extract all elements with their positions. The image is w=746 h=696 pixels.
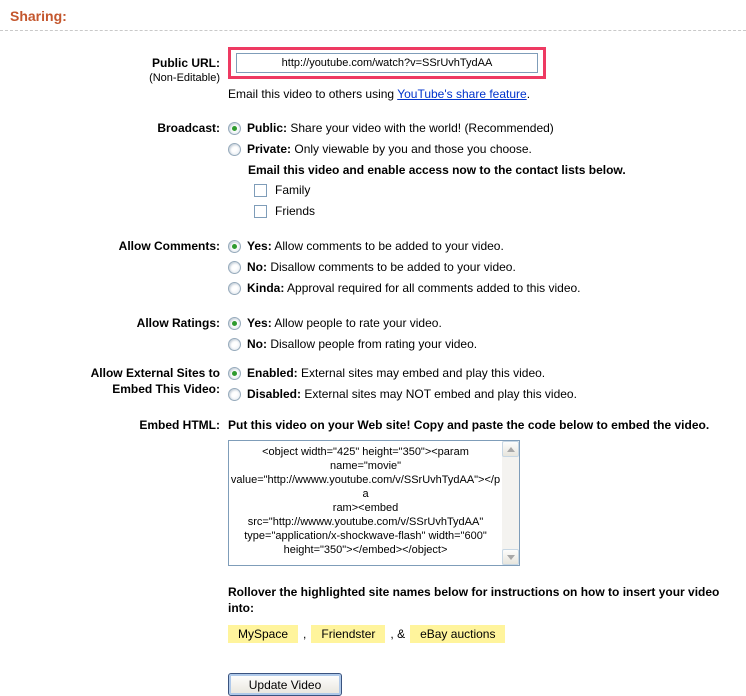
option-prefix: Kinda: (247, 281, 285, 295)
radio-ratings-yes[interactable] (228, 315, 746, 331)
radio-broadcast-public[interactable] (228, 120, 746, 136)
chip-ebay-auctions[interactable]: eBay auctions (410, 625, 505, 643)
chip-friendster[interactable]: Friendster (311, 625, 385, 643)
option-prefix: No: (247, 337, 267, 351)
broadcast-section (0, 120, 746, 225)
embed-code-text: <object width="425" height="350"><param name="movie" value="http://wwww.youtube.com/v/SSrUvhTydAA"></pa ram><embed src="http://wwww.youtube.com/v/SSrUvhTydAA" type="application/x-shockwave-flash" width="600" height="350"></embed></object> (230, 446, 501, 556)
radio-icon (228, 367, 241, 380)
checkbox-family[interactable] (254, 183, 746, 197)
chevron-up-icon (507, 447, 515, 452)
checkbox-label: Family (275, 183, 311, 197)
broadcast-label: Broadcast: (157, 121, 220, 135)
share-feature-link[interactable]: YouTube's share feature (397, 87, 527, 101)
chip-myspace[interactable]: MySpace (228, 625, 298, 643)
option-prefix: Public: (247, 121, 288, 135)
radio-comments-kinda[interactable] (228, 280, 746, 296)
page-title: Sharing: (10, 8, 67, 24)
radio-icon (228, 261, 241, 274)
radio-icon (228, 143, 241, 156)
allow-ratings-section (0, 315, 746, 357)
radio-icon (228, 122, 241, 135)
option-text: Approval required for all comments added to this video. (284, 281, 581, 295)
chevron-down-icon (507, 555, 515, 560)
scroll-up-button[interactable] (502, 441, 519, 457)
checkbox-icon (254, 184, 267, 197)
contact-lists-note: Email this video and enable access now to the contact lists below. (248, 163, 626, 177)
email-share-period: . (526, 87, 531, 101)
radio-icon (228, 240, 241, 253)
radio-icon (228, 317, 241, 330)
radio-embed-disabled[interactable] (228, 386, 746, 402)
public-url-input[interactable] (236, 53, 538, 73)
public-url-label: Public URL: (152, 56, 220, 70)
radio-embed-enabled[interactable] (228, 365, 746, 381)
option-prefix: Private: (247, 142, 292, 156)
public-url-sublabel: (Non-Editable) (149, 72, 220, 84)
allow-comments-section (0, 238, 746, 301)
option-text: Only viewable by you and those you choose. (291, 142, 532, 156)
external-embed-label-line2: Embed This Video: (112, 382, 220, 396)
option-text: Share your video with the world! (Recommended) (287, 121, 554, 135)
option-text: Allow people to rate your video. (271, 316, 442, 330)
chip-separator: , & (390, 627, 406, 641)
button-row (228, 673, 746, 696)
email-share-text: Email this video to others using (228, 87, 398, 101)
option-prefix: Yes: (247, 239, 272, 253)
checkbox-friends[interactable] (254, 204, 746, 218)
option-prefix: Yes: (247, 316, 272, 330)
radio-icon (228, 338, 241, 351)
highlight-box (228, 47, 546, 79)
scroll-down-button[interactable] (502, 549, 519, 565)
option-text: External sites may NOT embed and play this video. (301, 387, 577, 401)
embed-code-textarea[interactable] (228, 440, 520, 566)
radio-broadcast-private[interactable] (228, 141, 746, 157)
option-prefix: Enabled: (247, 366, 298, 380)
checkbox-label: Friends (275, 204, 316, 218)
radio-ratings-no[interactable] (228, 336, 746, 352)
checkbox-icon (254, 205, 267, 218)
option-prefix: Disabled: (247, 387, 302, 401)
option-text: External sites may embed and play this video. (297, 366, 546, 380)
radio-comments-yes[interactable] (228, 238, 746, 254)
external-embed-section (0, 365, 746, 407)
rollover-instruction: Rollover the highlighted site names below for instructions on how to insert your video into: (228, 585, 720, 615)
allow-ratings-label: Allow Ratings: (136, 316, 220, 330)
email-share-line (228, 86, 746, 102)
embed-html-section (0, 417, 746, 696)
site-chips-row (228, 625, 746, 643)
radio-icon (228, 388, 241, 401)
embed-instruction: Put this video on your Web site! Copy and paste the code below to embed the video. (228, 418, 710, 432)
allow-comments-label: Allow Comments: (118, 239, 220, 253)
update-video-button[interactable]: Update Video (228, 673, 342, 696)
sharing-settings-page (0, 8, 746, 692)
radio-icon (228, 282, 241, 295)
option-text: Disallow comments to be added to your video. (267, 260, 516, 274)
chip-separator: , (303, 627, 307, 641)
external-embed-label-line1: Allow External Sites to (90, 366, 220, 380)
radio-comments-no[interactable] (228, 259, 746, 275)
textarea-scrollbar[interactable] (502, 441, 519, 565)
option-text: Disallow people from rating your video. (267, 337, 478, 351)
option-prefix: No: (247, 260, 267, 274)
public-url-section (0, 47, 746, 102)
divider (0, 30, 746, 31)
option-text: Allow comments to be added to your video. (271, 239, 504, 253)
embed-html-label: Embed HTML: (139, 418, 220, 432)
